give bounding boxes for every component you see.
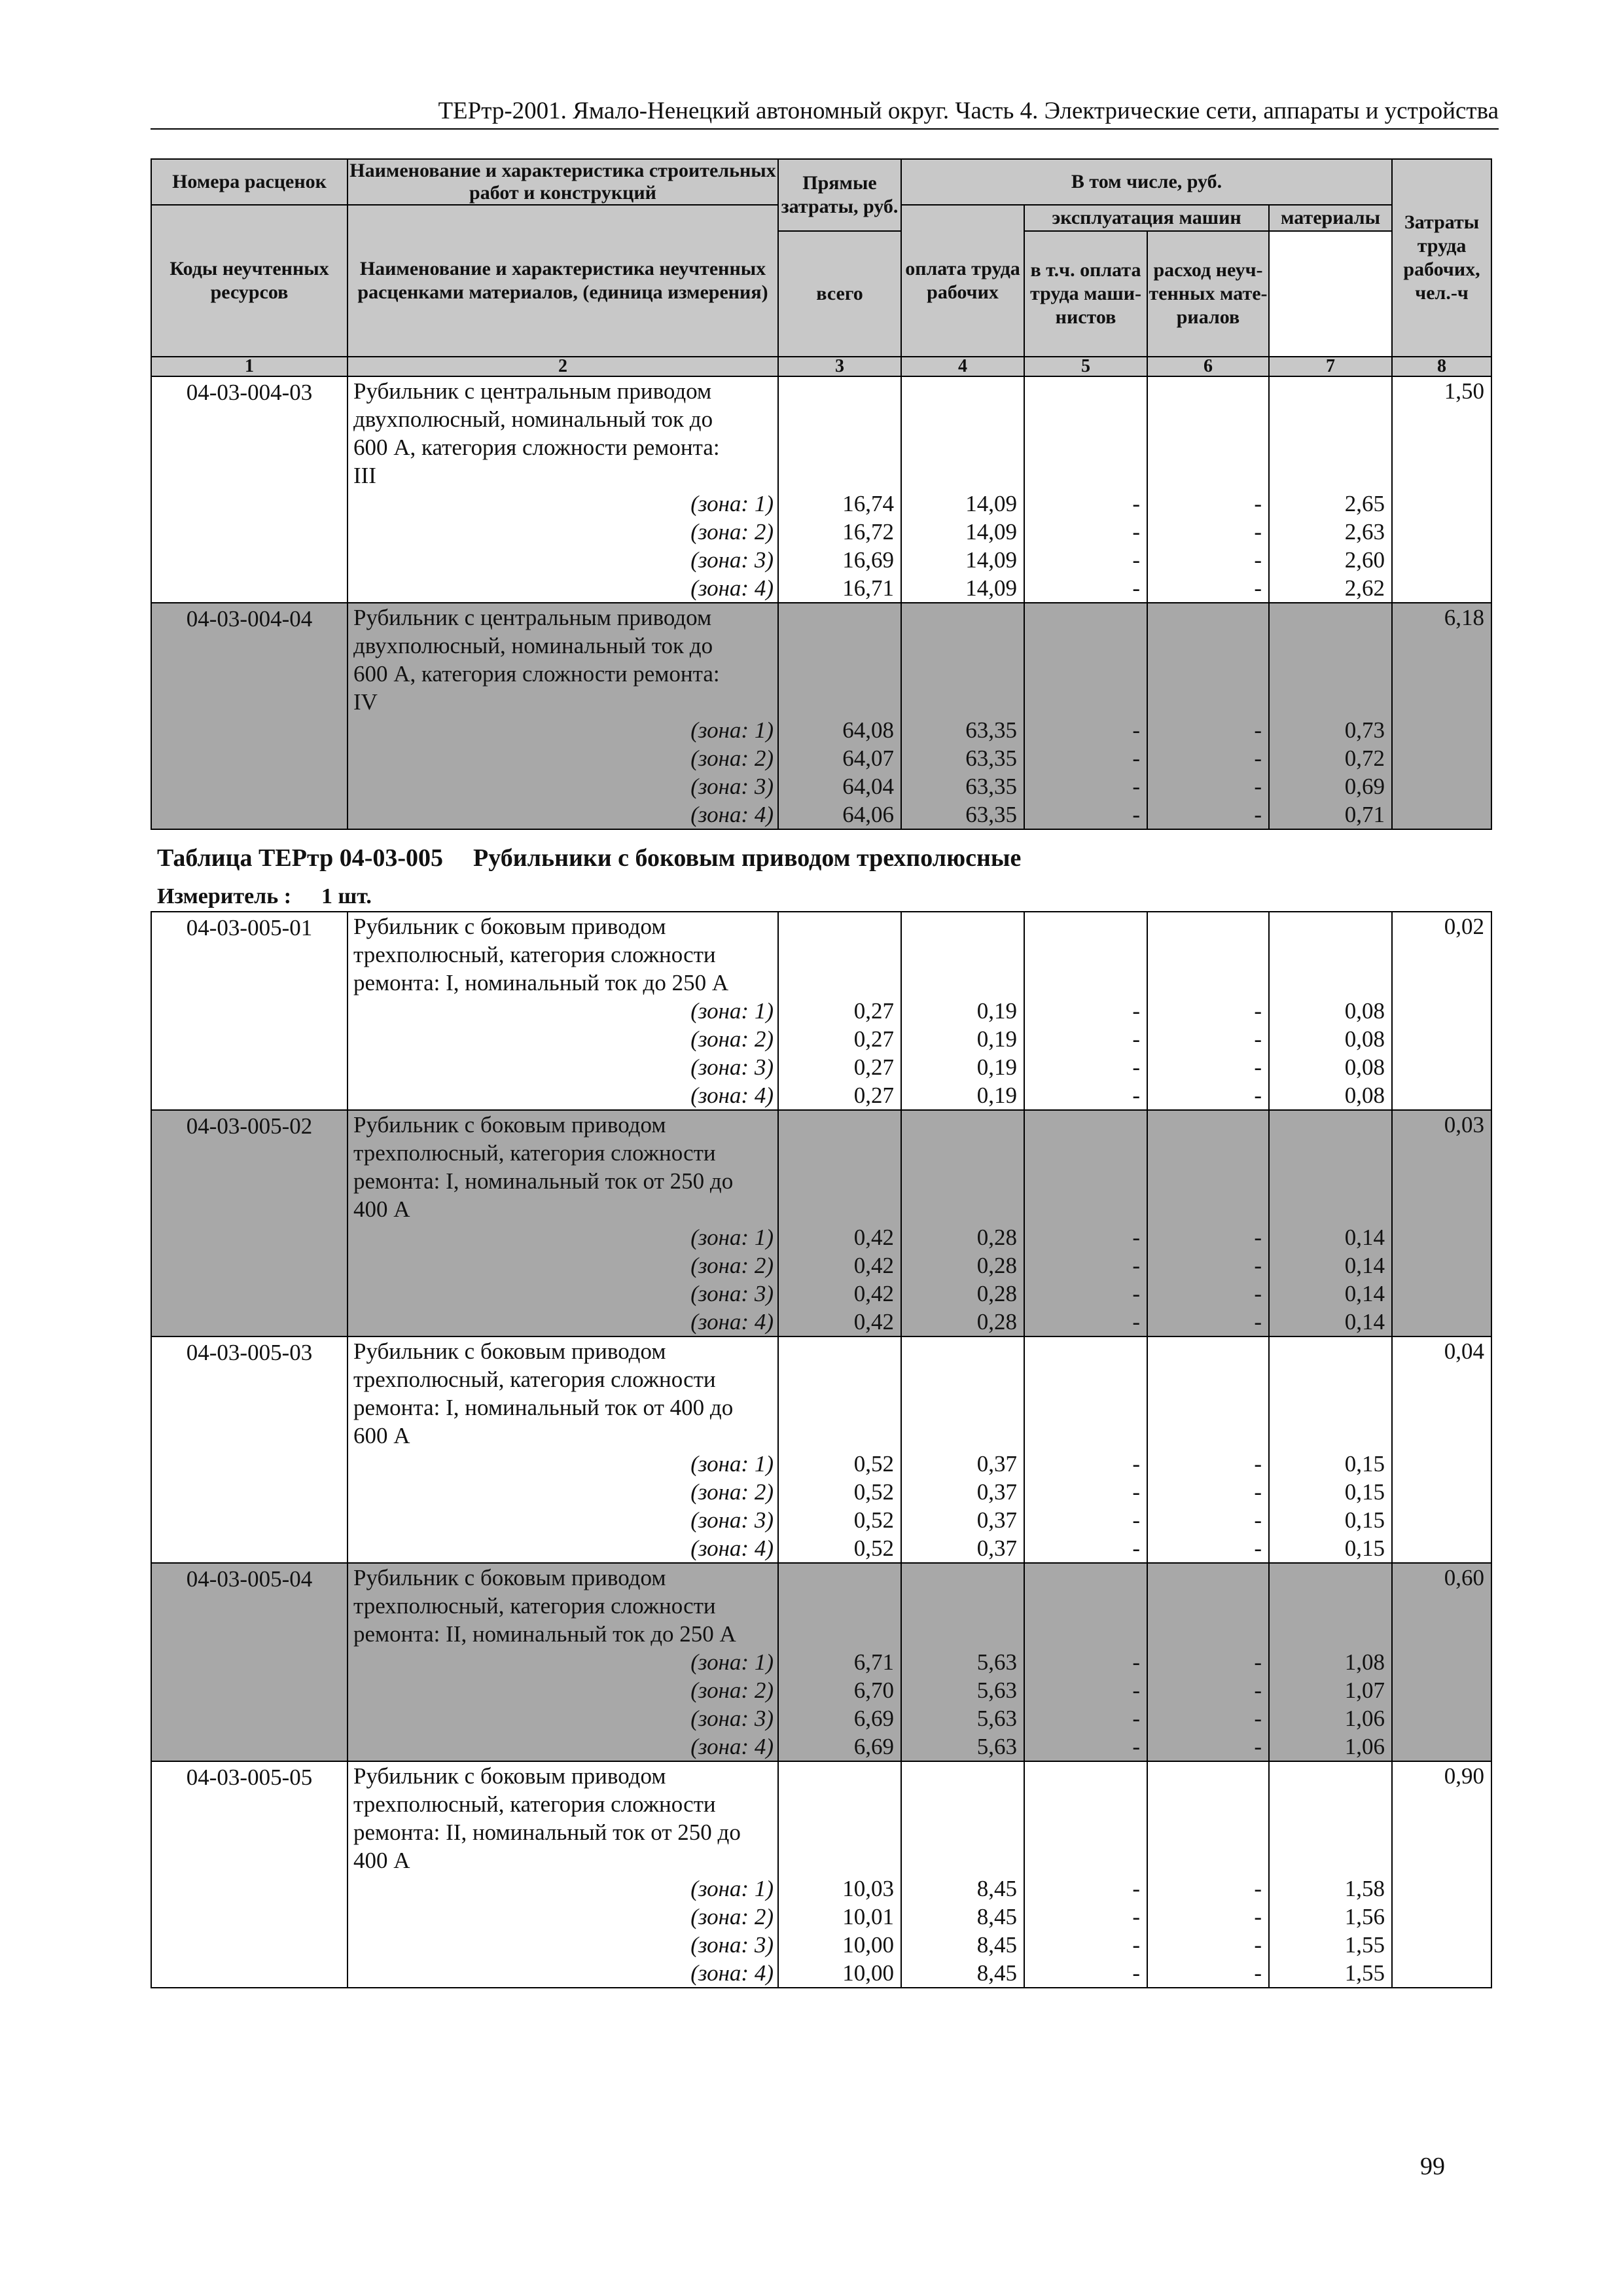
zone-value: 5,63 (976, 1706, 1017, 1731)
value-direct (778, 1336, 901, 1563)
zone-value: 2,60 (1344, 547, 1385, 573)
rate-name-line: 600 А (353, 1423, 410, 1448)
zone-value: 14,09 (965, 491, 1017, 516)
value-mat (1269, 1110, 1392, 1336)
rates-table-04-03-004 (151, 158, 1492, 830)
value-mat (1269, 1563, 1392, 1761)
zone-value: - (1132, 1054, 1140, 1080)
zone-value: 0,14 (1344, 1253, 1385, 1278)
rate-name (348, 912, 778, 1110)
zone-value: - (1254, 547, 1262, 573)
rate-row (151, 1110, 1491, 1336)
zone-value: 5,63 (976, 1734, 1017, 1759)
col-direct-cost-header: Прямые затраты, руб. (778, 159, 901, 231)
value-mach (1024, 1563, 1147, 1761)
value-direct (778, 1761, 901, 1988)
zone-value: - (1254, 1706, 1262, 1731)
rate-name-line: Рубильник с боковым приводом (353, 914, 666, 939)
unit-label: Измеритель : (157, 884, 292, 908)
column-number-7: 7 (1269, 357, 1392, 376)
zone-value: 0,37 (976, 1479, 1017, 1505)
labor-hours: 0,02 (1392, 912, 1491, 1110)
zone-value: 6,69 (853, 1706, 894, 1731)
rate-name-line: ремонта: II, номинальный ток до 250 А (353, 1621, 736, 1647)
rate-name (348, 1761, 778, 1988)
rate-name-line: ремонта: I, номинальный ток от 250 до (353, 1168, 734, 1194)
column-number-6: 6 (1147, 357, 1269, 376)
zone-value: - (1254, 1309, 1262, 1335)
zone-value: 64,07 (842, 745, 894, 771)
zone-label: (зона: 1) (690, 1649, 774, 1675)
zone-value: 1,58 (1344, 1876, 1385, 1901)
zone-value: 5,63 (976, 1677, 1017, 1703)
zone-label: (зона: 3) (690, 1706, 774, 1731)
value-mach-pay (1147, 376, 1269, 603)
rate-name-line: трехполюсный, категория сложности (353, 1140, 716, 1166)
rate-name (348, 376, 778, 603)
value-pay (901, 1761, 1024, 1988)
value-mach-pay (1147, 1761, 1269, 1988)
value-pay (901, 1110, 1024, 1336)
rate-name-line: ремонта: I, номинальный ток до 250 А (353, 970, 729, 996)
zone-value: - (1132, 491, 1140, 516)
zone-value: - (1254, 1507, 1262, 1533)
value-pay (901, 912, 1024, 1110)
zone-value: 16,69 (842, 547, 894, 573)
zone-value: - (1254, 1054, 1262, 1080)
materials-header: материалы (1269, 205, 1392, 231)
zone-value: - (1132, 998, 1140, 1024)
zone-label: (зона: 4) (690, 1535, 774, 1561)
zone-value: 0,19 (976, 1026, 1017, 1052)
value-mach-pay (1147, 1110, 1269, 1336)
zone-value: 1,08 (1344, 1649, 1385, 1675)
col-material-use-header: расход неуч-тенных мате-риалов (1147, 231, 1269, 357)
zone-label: (зона: 3) (690, 1932, 774, 1958)
zone-value: - (1132, 1507, 1140, 1533)
rate-code: 04-03-005-02 (151, 1110, 348, 1336)
value-direct (778, 603, 901, 829)
zone-value: - (1132, 575, 1140, 601)
rate-row (151, 376, 1491, 603)
rate-name-line: ремонта: II, номинальный ток от 250 до (353, 1820, 741, 1845)
zone-value: 0,08 (1344, 998, 1385, 1024)
zone-value: 1,06 (1344, 1706, 1385, 1731)
col-material-name-header: Наименование и характеристика неучтенных расценками материалов, (единица измерения) (348, 205, 778, 357)
zone-value: - (1132, 1309, 1140, 1335)
zone-label: (зона: 1) (690, 1876, 774, 1901)
zone-value: 10,01 (842, 1904, 894, 1929)
value-pay (901, 1563, 1024, 1761)
zone-value: - (1254, 575, 1262, 601)
zone-value: - (1254, 774, 1262, 799)
zone-value: 0,27 (853, 1083, 894, 1108)
value-direct (778, 1110, 901, 1336)
zone-value: 0,28 (976, 1253, 1017, 1278)
zone-value: - (1254, 1876, 1262, 1901)
zone-value: 63,35 (965, 774, 1017, 799)
rate-name-line: 600 А, категория сложности ремонта: (353, 435, 720, 460)
zone-value: 64,08 (842, 717, 894, 743)
value-mach (1024, 1336, 1147, 1563)
zone-value: 6,70 (853, 1677, 894, 1703)
value-mach-pay (1147, 603, 1269, 829)
zone-value: 16,72 (842, 519, 894, 545)
value-mach-pay (1147, 912, 1269, 1110)
labor-hours: 6,18 (1392, 603, 1491, 829)
unit-value: 1 шт. (321, 884, 372, 908)
zone-value: - (1254, 1734, 1262, 1759)
zone-value: 0,14 (1344, 1309, 1385, 1335)
zone-value: 8,45 (976, 1904, 1017, 1929)
zone-value: 0,15 (1344, 1507, 1385, 1533)
zone-value: - (1254, 1904, 1262, 1929)
rate-name-line: двухполюсный, номинальный ток до (353, 406, 713, 432)
value-pay (901, 603, 1024, 829)
zone-value: - (1254, 1253, 1262, 1278)
zone-value: 8,45 (976, 1932, 1017, 1958)
zone-value: - (1132, 717, 1140, 743)
zone-label: (зона: 2) (690, 1904, 774, 1929)
zone-value: 0,28 (976, 1309, 1017, 1335)
rate-name-line: 400 А (353, 1196, 410, 1222)
zone-value: - (1254, 745, 1262, 771)
zone-value: - (1254, 1225, 1262, 1250)
value-mach (1024, 376, 1147, 603)
zone-label: (зона: 4) (690, 1960, 774, 1986)
rate-name-line: Рубильник с боковым приводом (353, 1112, 666, 1138)
zone-value: 0,28 (976, 1225, 1017, 1250)
zone-value: 0,14 (1344, 1281, 1385, 1306)
zone-label: (зона: 1) (690, 998, 774, 1024)
zone-value: 0,08 (1344, 1026, 1385, 1052)
zone-value: 63,35 (965, 802, 1017, 827)
value-mat (1269, 603, 1392, 829)
zone-value: - (1132, 774, 1140, 799)
zone-label: (зона: 3) (690, 1281, 774, 1306)
zone-value: 0,08 (1344, 1083, 1385, 1108)
zone-value: - (1254, 717, 1262, 743)
zone-value: 63,35 (965, 745, 1017, 771)
zone-label: (зона: 2) (690, 745, 774, 771)
rate-name (348, 1110, 778, 1336)
zone-value: 2,63 (1344, 519, 1385, 545)
zone-value: 2,65 (1344, 491, 1385, 516)
zone-value: 0,42 (853, 1309, 894, 1335)
zone-value: 1,55 (1344, 1932, 1385, 1958)
zone-value: 0,52 (853, 1507, 894, 1533)
zone-label: (зона: 1) (690, 1451, 774, 1477)
zone-value: - (1132, 1649, 1140, 1675)
rate-name-line: IV (353, 689, 378, 715)
col-machinist-pay-header: в т.ч. оплата труда маши-нистов (1024, 231, 1147, 357)
zone-value: - (1254, 802, 1262, 827)
value-mach (1024, 912, 1147, 1110)
zone-label: (зона: 1) (690, 717, 774, 743)
zone-value: 2,62 (1344, 575, 1385, 601)
column-number-1: 1 (151, 357, 348, 376)
zone-value: - (1132, 1706, 1140, 1731)
zone-value: 0,69 (1344, 774, 1385, 799)
labor-hours: 0,04 (1392, 1336, 1491, 1563)
zone-label: (зона: 4) (690, 1734, 774, 1759)
zone-value: - (1254, 1649, 1262, 1675)
rate-name (348, 1336, 778, 1563)
rate-name-line: двухполюсный, номинальный ток до (353, 633, 713, 658)
rate-row (151, 603, 1491, 829)
column-number-8: 8 (1392, 357, 1491, 376)
zone-value: - (1132, 519, 1140, 545)
zone-value: - (1254, 1479, 1262, 1505)
zone-value: - (1132, 1083, 1140, 1108)
zone-label: (зона: 4) (690, 1309, 774, 1335)
zone-value: 0,19 (976, 1083, 1017, 1108)
zone-value: 10,03 (842, 1876, 894, 1901)
zone-value: 0,42 (853, 1253, 894, 1278)
zone-label: (зона: 1) (690, 491, 774, 516)
value-pay (901, 376, 1024, 603)
zone-value: - (1132, 1932, 1140, 1958)
zone-value: 1,55 (1344, 1960, 1385, 1986)
zone-value: 8,45 (976, 1960, 1017, 1986)
zone-label: (зона: 4) (690, 1083, 774, 1108)
zone-value: 0,15 (1344, 1535, 1385, 1561)
zone-value: 0,37 (976, 1451, 1017, 1477)
rate-name (348, 603, 778, 829)
zone-value: - (1254, 1535, 1262, 1561)
zone-value: - (1254, 491, 1262, 516)
zone-value: - (1132, 1535, 1140, 1561)
unit-line (157, 884, 372, 910)
zone-value: 1,06 (1344, 1734, 1385, 1759)
zone-value: 14,09 (965, 519, 1017, 545)
zone-label: (зона: 2) (690, 519, 774, 545)
value-direct (778, 376, 901, 603)
zone-value: - (1254, 998, 1262, 1024)
col-labor-header: Затраты труда рабочих, чел.-ч (1392, 159, 1491, 357)
rate-name-line: 600 А, категория сложности ремонта: (353, 661, 720, 687)
zone-value: 64,06 (842, 802, 894, 827)
rate-name (348, 1563, 778, 1761)
rate-name-line: III (353, 463, 376, 488)
zone-label: (зона: 4) (690, 575, 774, 601)
value-mat (1269, 1336, 1392, 1563)
zone-value: 0,27 (853, 1026, 894, 1052)
rate-code: 04-03-005-04 (151, 1563, 348, 1761)
rate-row (151, 1336, 1491, 1563)
zone-value: 0,73 (1344, 717, 1385, 743)
zone-value: 63,35 (965, 717, 1017, 743)
zone-value: 16,74 (842, 491, 894, 516)
zone-value: - (1132, 1960, 1140, 1986)
zone-value: 1,07 (1344, 1677, 1385, 1703)
labor-hours: 1,50 (1392, 376, 1491, 603)
rate-name-line: Рубильник с боковым приводом (353, 1763, 666, 1789)
zone-label: (зона: 3) (690, 1054, 774, 1080)
zone-value: 0,42 (853, 1281, 894, 1306)
rate-name-line: трехполюсный, категория сложности (353, 942, 716, 967)
incl-header: В том числе, руб. (901, 159, 1392, 205)
rate-code: 04-03-004-03 (151, 376, 348, 603)
zone-value: - (1254, 1677, 1262, 1703)
zone-value: 0,71 (1344, 802, 1385, 827)
zone-value: - (1132, 1904, 1140, 1929)
zone-value: 0,52 (853, 1479, 894, 1505)
col-machines-total-header-visible: всего (778, 231, 901, 357)
zone-value: 5,63 (976, 1649, 1017, 1675)
zone-value: - (1132, 745, 1140, 771)
zone-value: 10,00 (842, 1932, 894, 1958)
labor-hours: 0,60 (1392, 1563, 1491, 1761)
zone-value: 0,27 (853, 1054, 894, 1080)
zone-value: 0,52 (853, 1535, 894, 1561)
col-resource-codes-header: Коды неучтенных ресурсов (151, 205, 348, 357)
zone-label: (зона: 2) (690, 1253, 774, 1278)
machines-header: эксплуатация машин (1024, 205, 1269, 231)
zone-label: (зона: 1) (690, 1225, 774, 1250)
rate-row (151, 912, 1491, 1110)
value-pay (901, 1336, 1024, 1563)
col-worker-pay-header: оплата труда рабочих (901, 205, 1024, 357)
zone-value: - (1132, 547, 1140, 573)
zone-value: 0,52 (853, 1451, 894, 1477)
zone-value: - (1254, 1026, 1262, 1052)
zone-value: 10,00 (842, 1960, 894, 1986)
zone-value: 14,09 (965, 547, 1017, 573)
rate-name-line: Рубильник с центральным приводом (353, 378, 712, 404)
zone-label: (зона: 3) (690, 1507, 774, 1533)
value-mach-pay (1147, 1563, 1269, 1761)
zone-value: 6,69 (853, 1734, 894, 1759)
col-rate-number-header: Номера расценок (151, 159, 348, 205)
value-mach (1024, 1110, 1147, 1336)
table-id: Таблица ТЕРтр 04-03-005 (157, 844, 444, 872)
zone-value: - (1254, 1960, 1262, 1986)
rate-name-line: 400 А (353, 1848, 410, 1873)
column-number-5: 5 (1024, 357, 1147, 376)
zone-value: 0,28 (976, 1281, 1017, 1306)
zone-value: - (1132, 1225, 1140, 1250)
zone-value: - (1132, 1479, 1140, 1505)
zone-value: - (1254, 1451, 1262, 1477)
zone-value: 1,56 (1344, 1904, 1385, 1929)
value-mach-pay (1147, 1336, 1269, 1563)
zone-value: 0,15 (1344, 1451, 1385, 1477)
page-number: 99 (1420, 2153, 1445, 2180)
zone-value: - (1254, 1281, 1262, 1306)
zone-value: 64,04 (842, 774, 894, 799)
col-work-name-header: Наименование и характеристика строительных работ и конструкций (348, 159, 778, 205)
rate-name-line: Рубильник с центральным приводом (353, 605, 712, 630)
value-mach (1024, 1761, 1147, 1988)
zone-value: 6,71 (853, 1649, 894, 1675)
rate-name-line: ремонта: I, номинальный ток от 400 до (353, 1395, 734, 1420)
value-mat (1269, 1761, 1392, 1988)
zone-value: 0,08 (1344, 1054, 1385, 1080)
rate-code: 04-03-005-03 (151, 1336, 348, 1563)
zone-label: (зона: 3) (690, 547, 774, 573)
zone-label: (зона: 2) (690, 1479, 774, 1505)
zone-value: 0,42 (853, 1225, 894, 1250)
column-number-4: 4 (901, 357, 1024, 376)
rate-row (151, 1761, 1491, 1988)
zone-value: 0,19 (976, 998, 1017, 1024)
labor-hours: 0,03 (1392, 1110, 1491, 1336)
zone-value: 14,09 (965, 575, 1017, 601)
zone-value: - (1132, 1677, 1140, 1703)
rate-code: 04-03-005-05 (151, 1761, 348, 1988)
zone-value: 0,19 (976, 1054, 1017, 1080)
zone-value: 8,45 (976, 1876, 1017, 1901)
rate-code: 04-03-004-04 (151, 603, 348, 829)
rate-name-line: трехполюсный, категория сложности (353, 1791, 716, 1817)
value-direct (778, 1563, 901, 1761)
zone-value: - (1132, 1876, 1140, 1901)
zone-value: 0,14 (1344, 1225, 1385, 1250)
zone-value: 16,71 (842, 575, 894, 601)
value-mat (1269, 912, 1392, 1110)
zone-label: (зона: 2) (690, 1677, 774, 1703)
rate-name-line: трехполюсный, категория сложности (353, 1367, 716, 1392)
value-mach (1024, 603, 1147, 829)
rate-code: 04-03-005-01 (151, 912, 348, 1110)
zone-label: (зона: 4) (690, 802, 774, 827)
zone-value: - (1132, 1734, 1140, 1759)
zone-value: - (1132, 1281, 1140, 1306)
zone-value: - (1132, 1253, 1140, 1278)
rate-row (151, 1563, 1491, 1761)
zone-value: - (1254, 1083, 1262, 1108)
rate-name-line: Рубильник с боковым приводом (353, 1338, 666, 1364)
zone-value: - (1132, 1451, 1140, 1477)
zone-value: - (1132, 802, 1140, 827)
zone-value: - (1254, 519, 1262, 545)
value-direct (778, 912, 901, 1110)
zone-value: 0,72 (1344, 745, 1385, 771)
zone-value: 0,37 (976, 1507, 1017, 1533)
section-title (157, 843, 1051, 873)
table-title: Рубильники с боковым приводом трехполюсные (473, 844, 1022, 872)
rate-name-line: трехполюсный, категория сложности (353, 1593, 716, 1619)
rates-table-04-03-005 (151, 911, 1492, 1988)
labor-hours: 0,90 (1392, 1761, 1491, 1988)
zone-value: - (1254, 1932, 1262, 1958)
zone-value: - (1132, 1026, 1140, 1052)
zone-value: 0,15 (1344, 1479, 1385, 1505)
zone-value: 0,27 (853, 998, 894, 1024)
zone-value: 0,37 (976, 1535, 1017, 1561)
running-head: ТЕРтр-2001. Ямало-Ненецкий автономный округ. Часть 4. Электрические сети, аппараты и устройства (151, 97, 1499, 130)
column-number-2: 2 (348, 357, 778, 376)
zone-label: (зона: 2) (690, 1026, 774, 1052)
rate-name-line: Рубильник с боковым приводом (353, 1565, 666, 1590)
value-mat (1269, 376, 1392, 603)
zone-label: (зона: 3) (690, 774, 774, 799)
column-number-3: 3 (778, 357, 901, 376)
